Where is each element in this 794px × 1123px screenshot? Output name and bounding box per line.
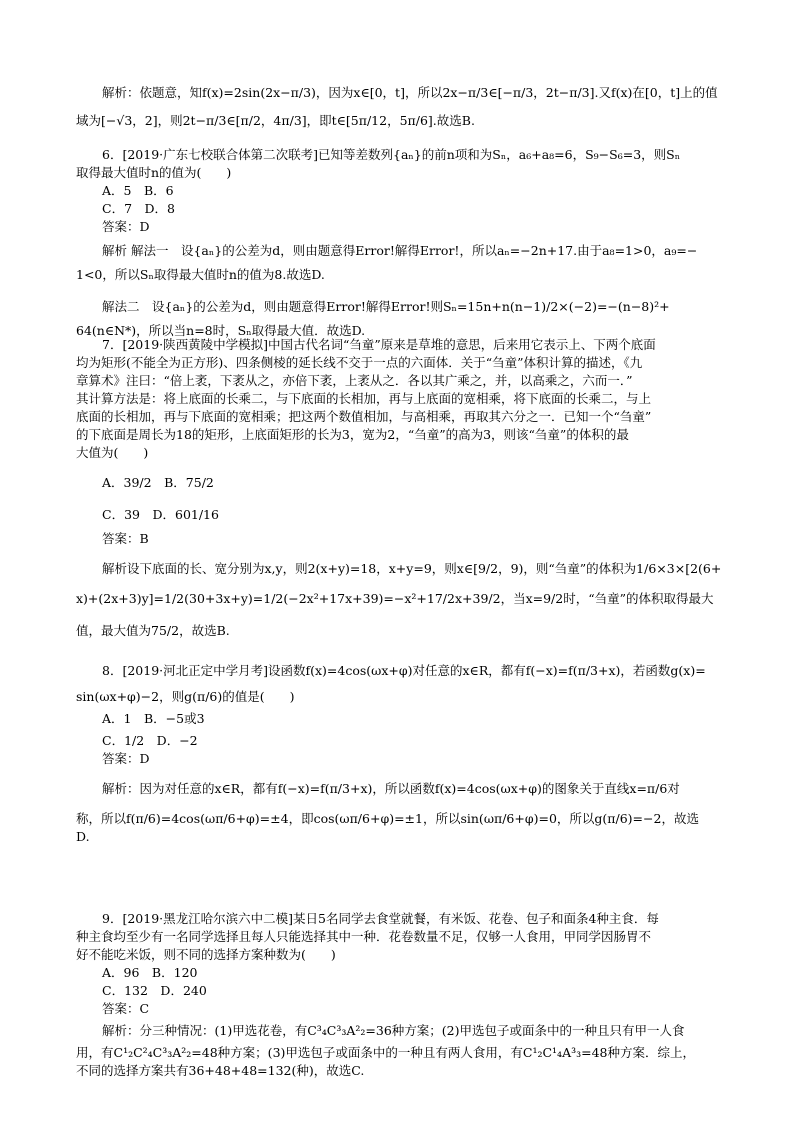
q6-method-1-line-2: 1<0，所以Sₙ取得最大值时n的值为8.故选D. [76, 267, 325, 282]
q9-options-ab: A．96 B．120 [102, 965, 198, 980]
q8-solution-line-3: D. [76, 829, 90, 844]
q9-stem-line-1: 9．[2019·黑龙江哈尔滨六中二模]某日5名同学去食堂就餐，有米饭、花卷、包子和面条4种主食．每 [102, 911, 659, 926]
q9-solution-line-1: 解析：分三种情况：(1)甲选花卷，有C³₄C³₃A²₂=36种方案；(2)甲选包子或面条中的一种且只有甲一人食 [102, 1023, 685, 1038]
q6-method-2-line-2: 64(n∈N*)，所以当n=8时，Sₙ取得最大值．故选D. [76, 323, 366, 338]
q8-options-ab: A．1 B．−5或3 [102, 711, 205, 726]
q9-answer: 答案：C [102, 1001, 150, 1016]
q6-method-2-line-1: 解法二 设{aₙ}的公差为d，则由题意得Error!解得Error!则Sₙ=15n+n(n−1)/2×(−2)=−(n−8)²+ [102, 299, 670, 314]
q5-solution [76, 84, 736, 130]
q9-stem-line-3: 好不能吃米饭，则不同的选择方案种数为( ) [76, 947, 336, 962]
q7-options-ab: A．39/2 B．75/2 [102, 475, 214, 490]
q7-answer: 答案：B [102, 531, 149, 546]
q7-stem-line-1: 7．[2019·陕西黄陵中学模拟]中国古代名词“刍童”原来是草堆的意思，后来用它表示上、下两个底面 [102, 337, 656, 352]
q9-options-cd: C．132 D．240 [102, 983, 207, 998]
q6-answer: 答案：D [102, 219, 150, 234]
question-9 [76, 910, 736, 1080]
q7-stem-line-3: 章算术》注曰：“倍上袤，下袤从之，亦倍下袤，上袤从之．各以其广乘之，并，以高乘之，六而一．” [76, 373, 633, 388]
q7-stem-line-6: 的下底面是周长为18的矩形，上底面矩形的长为3，宽为2，“刍童”的高为3，则该“刍童”的体积的最 [76, 427, 629, 442]
q6-method-1-line-1: 解析 解法一 设{aₙ}的公差为d，则由题意得Error!解得Error!，所以aₙ=−2n+17.由于a₈=1>0，a₉=− [102, 243, 698, 258]
q8-stem-line-1: 8．[2019·河北正定中学月考]设函数f(x)=4cos(ωx+φ)对任意的x∈R，都有f(−x)=f(π/3+x)，若函数g(x)= [102, 663, 706, 678]
q9-solution-line-2: 用，有C¹₂C²₄C³₃A²₂=48种方案；(3)甲选包子或面条中的一种且有两人食用，有C¹₂C¹₄A³₃=48种方案．综上， [76, 1045, 695, 1060]
q7-options-cd: C．39 D．601/16 [102, 507, 219, 522]
q5-solution-line-1: 解析：依题意，知f(x)=2sin(2x−π/3)，因为x∈[0，t]，所以2x−π/3∈[−π/3，2t−π/3].又f(x)在[0，t]上的值 [102, 85, 718, 100]
q8-options-cd: C．1/2 D．−2 [102, 733, 198, 748]
q6-options-ab: A．5 B．6 [102, 183, 174, 198]
q5-solution-line-2: 域为[−√3，2]，则2t−π/3∈[π/2，4π/3]，即t∈[5π/12，5π/6].故选B. [76, 113, 475, 128]
q7-solution-line-3: 值，最大值为75/2，故选B. [76, 623, 230, 638]
q6-stem-line-2: 取得最大值时n的值为( ) [76, 165, 232, 180]
q6-stem-line-1: 6．[2019·广东七校联合体第二次联考]已知等差数列{aₙ}的前n项和为Sₙ，a₆+a₈=6，S₉−S₆=3，则Sₙ [102, 147, 681, 162]
q7-solution-line-1: 解析设下底面的长、宽分别为x,y，则2(x+y)=18，x+y=9，则x∈[9/2，9)，则“刍童”的体积为1/6×3×[2(6+ [102, 561, 722, 576]
q9-stem-line-2: 种主食均至少有一名同学选择且每人只能选择其中一种．花卷数量不足，仅够一人食用，甲同学因肠胃不 [76, 929, 652, 944]
q8-solution-line-2: 称，所以f(π/6)=4cos(ωπ/6+φ)=±4，即cos(ωπ/6+φ)=±1，所以sin(ωπ/6+φ)=0，所以g(π/6)=−2，故选 [76, 811, 699, 826]
q6-options-cd: C．7 D．8 [102, 201, 175, 216]
q7-solution-line-2: x)+(2x+3)y]=1/2(30+3x+y)=1/2(−2x²+17x+39)=−x²+17/2x+39/2，当x=9/2时，“刍童”的体积取得最大 [76, 591, 714, 606]
q8-answer: 答案：D [102, 751, 150, 766]
question-6 [76, 146, 736, 340]
question-8 [76, 662, 736, 846]
q8-solution-line-1: 解析：因为对任意的x∈R，都有f(−x)=f(π/3+x)，所以函数f(x)=4cos(ωx+φ)的图象关于直线x=π/6对 [102, 781, 680, 796]
q8-stem-line-2: sin(ωx+φ)−2，则g(π/6)的值是( ) [76, 689, 295, 704]
q9-solution-line-3: 不同的选择方案共有36+48+48=132(种)，故选C. [76, 1063, 365, 1078]
q7-stem-line-5: 底面的长相加，再与下底面的宽相乘；把这两个数值相加，与高相乘，再取其六分之一．已知一个“刍童” [76, 409, 652, 424]
q7-stem-line-4: 其计算方法是：将上底面的长乘二，与下底面的长相加，再与上底面的宽相乘，将下底面的长乘二，与上 [76, 391, 652, 406]
question-7 [76, 336, 736, 640]
q7-stem-line-7: 大值为( ) [76, 445, 149, 460]
q7-stem-line-2: 均为矩形(不能全为正方形)、四条侧棱的延长线不交于一点的六面体．关于“刍童”体积计算的描述，《九 [76, 355, 643, 370]
